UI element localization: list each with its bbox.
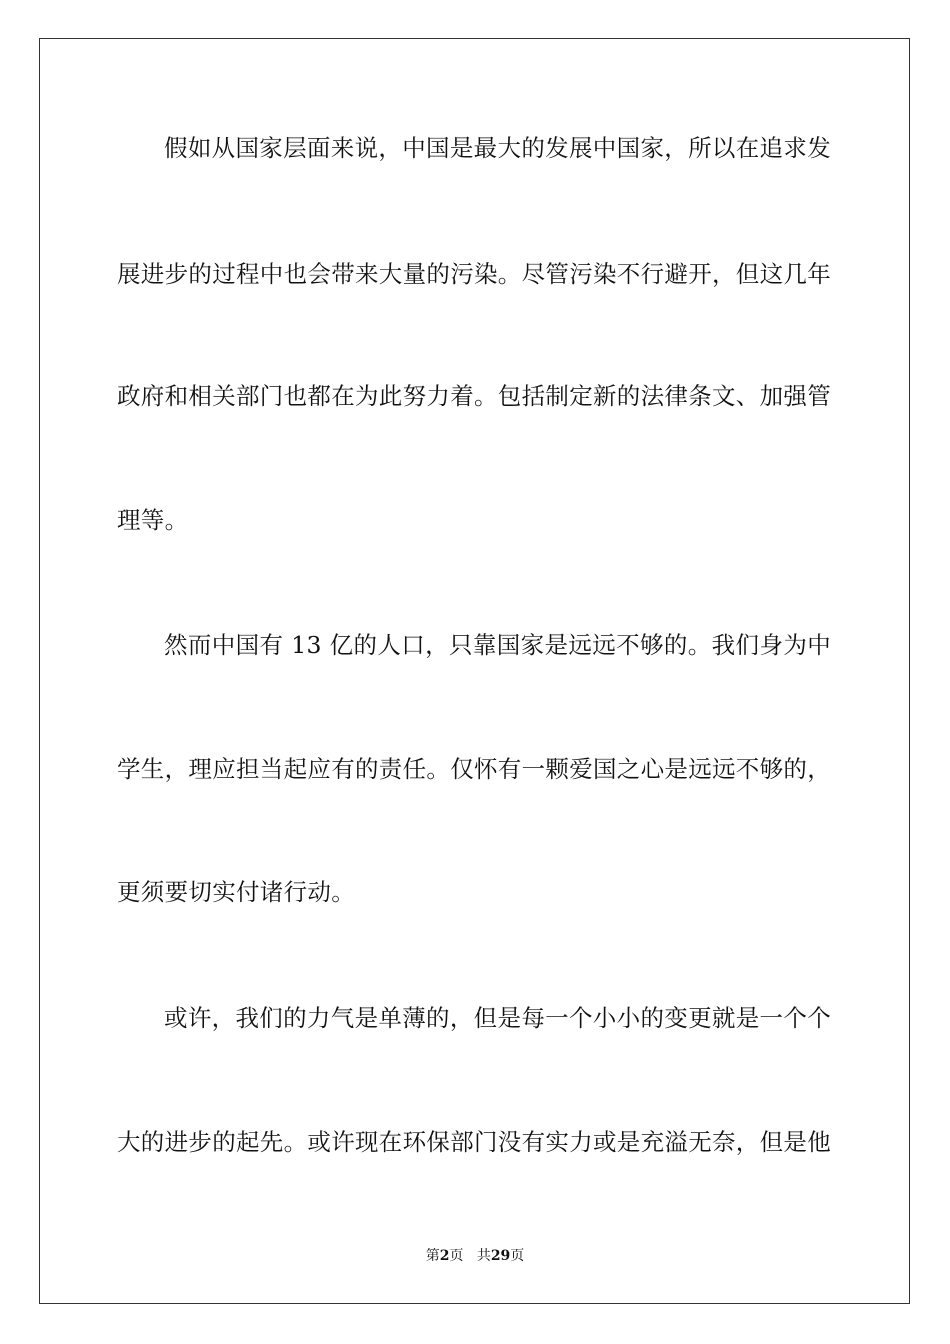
paragraph-1-line-1: 假如从国家层面来说，中国是最大的发展中国家，所以在追求发 [164, 134, 831, 162]
paragraph-1-line-3: 政府和相关部门也都在为此努力着。包括制定新的法律条文、加强管 [117, 382, 831, 410]
paragraph-2-line-1: 然而中国有 13 亿的人口，只靠国家是远远不够的。我们身为中 [164, 631, 831, 659]
page-border [39, 38, 910, 1304]
paragraph-1-line-4: 理等。 [117, 506, 189, 534]
paragraph-1-line-2: 展进步的过程中也会带来大量的污染。尽管污染不行避开，但这几年 [117, 260, 831, 288]
footer-page-number: 2 [439, 1248, 450, 1264]
footer-total-suffix: 页 [510, 1248, 525, 1264]
footer-page-suffix: 页 [449, 1248, 464, 1264]
paragraph-3-line-1: 或许，我们的力气是单薄的，但是每一个小小的变更就是一个个 [164, 1004, 831, 1032]
page-footer [0, 1246, 950, 1266]
paragraph-2-line-2: 学生，理应担当起应有的责任。仅怀有一颗爱国之心是远远不够的， [117, 755, 831, 783]
paragraph-2-line-3: 更须要切实付诸行动。 [117, 878, 355, 906]
footer-total-prefix: 共 [476, 1248, 491, 1264]
footer-total-pages: 29 [490, 1248, 511, 1264]
footer-page-prefix: 第 [425, 1248, 440, 1264]
paragraph-3-line-2: 大的进步的起先。或许现在环保部门没有实力或是充溢无奈，但是他 [117, 1128, 831, 1156]
